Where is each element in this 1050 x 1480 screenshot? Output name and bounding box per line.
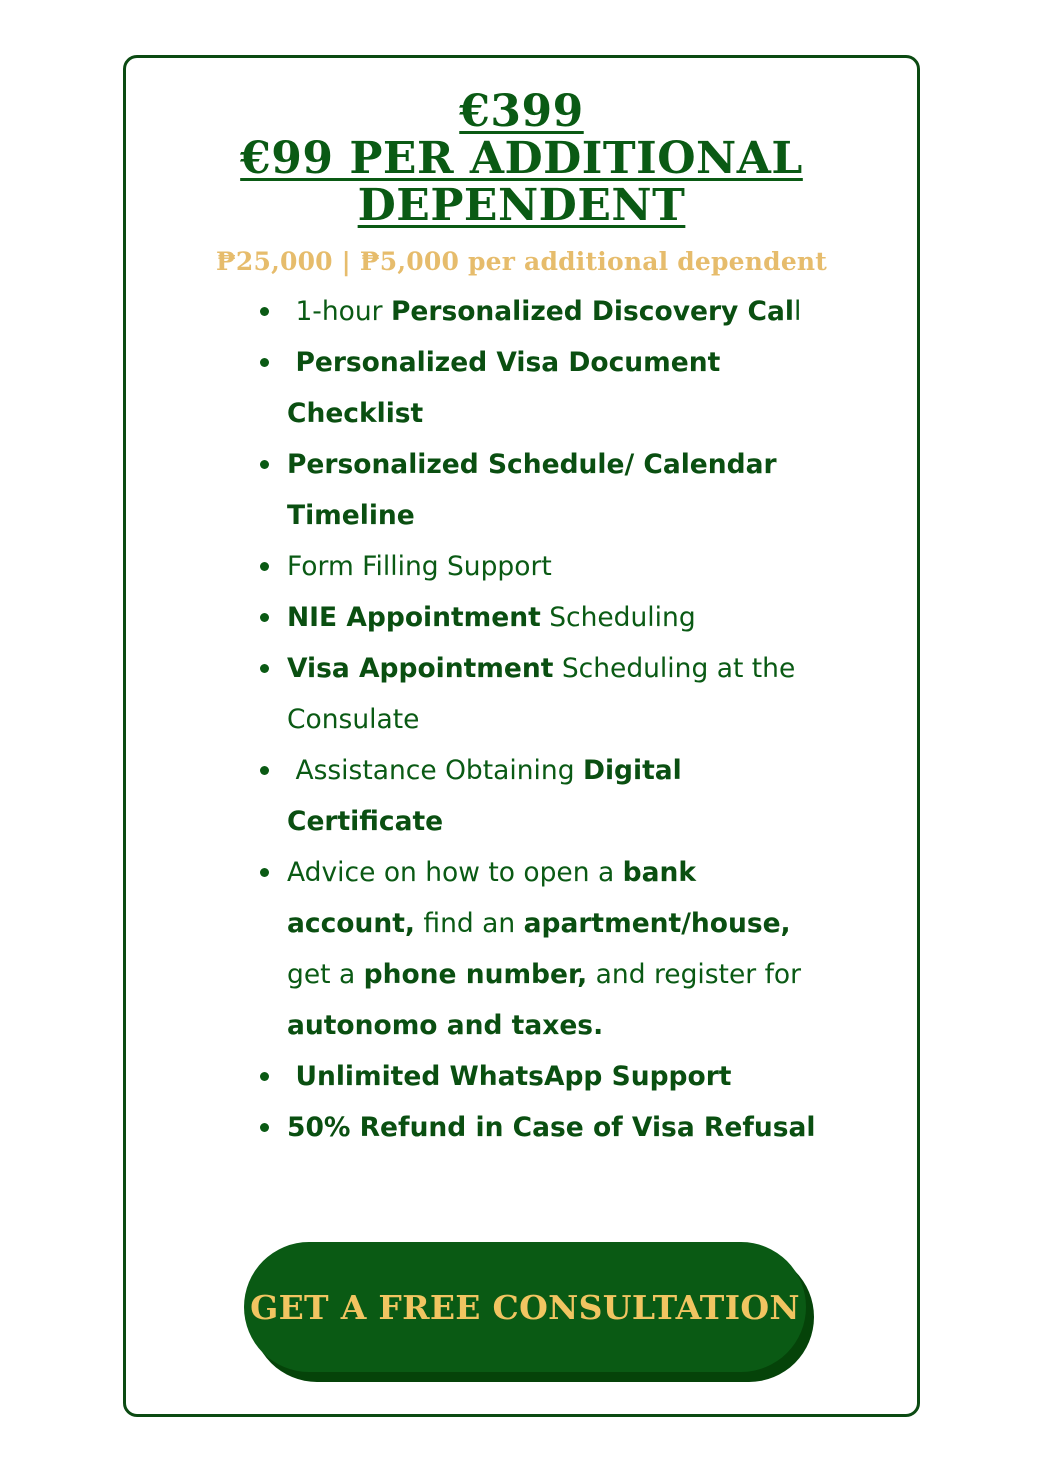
feature-item-whatsapp-support: Unlimited WhatsApp Support	[259, 1051, 819, 1102]
php-price: ₱25,000 | ₱5,000 per additional dependent	[215, 247, 828, 276]
free-consultation-button[interactable]	[244, 1242, 806, 1372]
price-heading	[126, 88, 917, 229]
free-consultation-button-label: GET A FREE CONSULTATION	[250, 1287, 800, 1327]
feature-item-nie-appointment: NIE Appointment Scheduling	[259, 592, 819, 643]
feature-item-form-filling: Form Filling Support	[259, 541, 819, 592]
feature-item-document-checklist: Personalized Visa Document Checklist	[259, 337, 819, 439]
feature-item-digital-certificate: Assistance Obtaining Digital Certificate	[259, 745, 819, 847]
feature-item-schedule-timeline: Personalized Schedule/ Calendar Timeline	[259, 439, 819, 541]
feature-item-refund: 50% Refund in Case of Visa Refusal	[259, 1102, 819, 1153]
additional-price-line-2: DEPENDENT	[357, 180, 686, 231]
feature-item-discovery-call: 1-hour Personalized Discovery Call	[259, 286, 819, 337]
additional-price-line-1: €99 PER ADDITIONAL	[240, 133, 803, 184]
main-price: €399	[459, 86, 584, 137]
feature-list	[259, 286, 819, 1153]
feature-item-relocation-advice: Advice on how to open a bank account, find an apartment/house, get a phone number, and register for autonomo and taxes.	[259, 847, 819, 1051]
feature-item-visa-appointment: Visa Appointment Scheduling at the Consulate	[259, 643, 819, 745]
pricing-card	[123, 55, 920, 1417]
